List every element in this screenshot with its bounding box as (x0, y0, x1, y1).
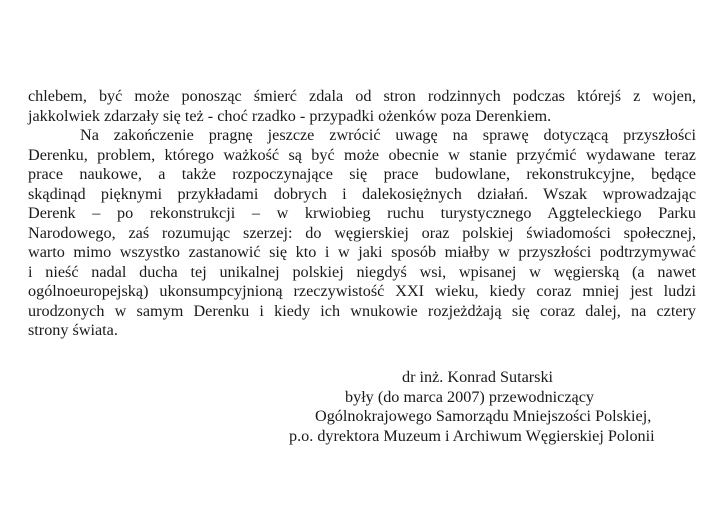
text-line: Narodowego, zaś rozumując szerzej: do węgierskiej oraz polskiej świadomości społecznej, (28, 223, 696, 242)
body-text (28, 87, 696, 341)
paragraph-2 (28, 126, 696, 341)
text-line: warto mimo wszystko zastanowić się kto i w jaki sposób miałby w przyszłości podtrzymywać (28, 243, 696, 261)
text-line: urodzonych w samym Derenku i kiedy ich wnukowie rozjeżdżają się coraz dalej, na cztery (28, 301, 696, 320)
text-line: Derenku, problem, którego ważkość są być może obecnie w stanie przyćmić wydawane teraz (28, 145, 696, 164)
text-line: chlebem, być może ponosząc śmierć zdala od stron rodzinnych podczas którejś z wojen, (28, 87, 696, 105)
text-line: prace naukowe, a także rozpoczynające się prace budowlane, rekonstrukcyjne, będące (28, 165, 696, 183)
text-line: ogólnoeuropejską) ukonsumpcyjnioną rzeczywistość XXI wieku, kiedy coraz mniej jest ludzi (28, 282, 696, 300)
signature-line: były (do marca 2007) przewodniczący (345, 387, 595, 406)
signature-title-3 (289, 427, 655, 447)
paragraph-1 (28, 87, 696, 126)
signature-block (402, 368, 553, 388)
text-line: strony świata. (28, 321, 118, 339)
text-line: i nieść nadal ducha tej unikalnej polskiej niegdyś wsi, wpisanej w węgierską (a nawet (28, 262, 696, 281)
text-line: skądinąd pięknymi przykładami dobrych i dalekosiężnych działań. Wszak wprowadzając (28, 184, 696, 203)
text-line: Na zakończenie pragnę jeszcze zwrócić uwagę na sprawę dotyczącą przyszłości (80, 126, 696, 144)
text-line: Derenk – po rekonstrukcji – w krwiobieg ruchu turystycznego Aggteleckiego Parku (28, 204, 696, 222)
signature-title-2 (315, 407, 651, 427)
signature-title-1 (345, 388, 594, 408)
signature-line: Ogólnokrajowego Samorządu Mniejszości Polskiej, (315, 407, 652, 425)
text-line: jakkolwiek zdarzały się też - choć rzadko - przypadki ożenków poza Derenkiem. (28, 106, 552, 125)
signature-name: dr inż. Konrad Sutarski (402, 368, 554, 386)
signature-line: p.o. dyrektora Muzeum i Archiwum Węgierskiej Polonii (289, 426, 655, 445)
